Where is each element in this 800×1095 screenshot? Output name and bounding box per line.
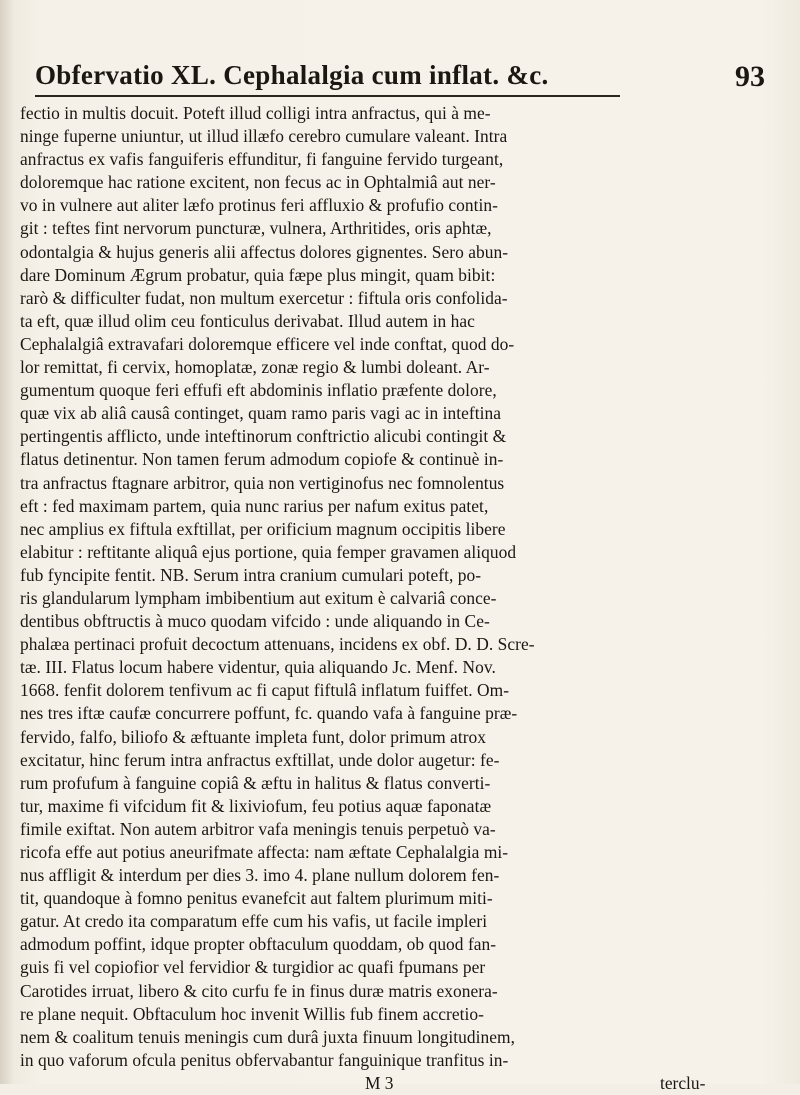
text-line: doloremque hac ratione excitent, non fecus ac in Ophtalmiâ aut ner- (20, 172, 496, 193)
text-line: dare Dominum Ægrum probatur, quia fæpe plus mingit, quam bibit: (20, 264, 496, 285)
catchword: terclu- (660, 1072, 706, 1093)
text-line: gatur. At credo ita comparatum effe cum his vafis, ut facile impleri (20, 911, 488, 932)
page-header (35, 60, 765, 100)
text-line: gumentum quoque feri effufi eft abdominis inflatio præfente dolore, (20, 380, 497, 401)
text-line: phalæa pertinaci profuit decoctum attenuans, incidens ex obf. D. D. Scre- (20, 634, 535, 655)
text-line: in quo vaforum ofcula penitus obfervabantur fanguinique tranfitus in- (20, 1049, 509, 1070)
text-line: nes tres iftæ caufæ concurrere poffunt, fc. quando vafa à fanguine præ- (20, 703, 518, 724)
text-line: admodum poffint, idque propter obftaculum quoddam, ob quod fan- (20, 934, 497, 955)
text-line: anfractus ex vafis fanguiferis effunditur, fi fanguine fervido turgeant, (20, 149, 504, 170)
body-text (20, 102, 780, 1095)
text-line: fub fyncipite fentit. NB. Serum intra cranium cumulari poteft, po- (20, 564, 482, 585)
text-line: fectio in multis docuit. Poteft illud colligi intra anfractus, qui à me- (20, 103, 491, 123)
text-line: tur, maxime fi vifcidum fit & lixiviofum, feu potius aquæ faponatæ (20, 795, 492, 816)
text-line: re plane nequit. Obftaculum hoc invenit Willis fub finem accretio- (20, 1003, 484, 1024)
running-head: Obfervatio XL. Cephalalgia cum inflat. &c. (35, 60, 549, 90)
text-line: rum profufum à fanguine copiâ & æftu in halitus & flatus converti- (20, 772, 491, 793)
header-rule (35, 95, 620, 97)
text-line: Cephalalgiâ extravafari doloremque efficere vel inde conftat, quod do- (20, 333, 515, 354)
text-line: quæ vix ab aliâ causâ continget, quam ramo paris vagi ac in inteftina (20, 403, 502, 424)
text-line: fervido, falfo, biliofo & æftuante impleta funt, dolor primum atrox (20, 726, 487, 747)
text-line: nus affligit & interdum per dies 3. imo 4. plane nullum dolorem fen- (20, 865, 500, 886)
text-line: flatus detinentur. Non tamen ferum admodum copiofe & continuè in- (20, 449, 504, 470)
text-line: 1668. fenfit dolorem tenfivum ac fi caput fiftulâ inflatum fuiffet. Om- (20, 680, 510, 701)
text-line: nec amplius ex fiftula exftillat, per orificium magnum occipitis libere (20, 518, 506, 539)
text-line: lor remittat, fi cervix, homoplatæ, zonæ regio & lumbi doleant. Ar- (20, 357, 490, 378)
page-gutter-shadow (0, 0, 14, 1084)
text-line: ta eft, quæ illud olim ceu fonticulus derivabat. Illud autem in hac (20, 310, 475, 331)
text-line: ricofa effe aut potius aneurifmate affecta: nam æftate Cephalalgia mi- (20, 842, 509, 862)
text-line: tit, quandoque à fomno penitus evanefcit aut faltem plurimum miti- (20, 888, 493, 909)
text-line: vo in vulnere aut aliter læfo protinus feri affluxio & profufio contin- (20, 195, 498, 216)
text-line: ninge fuperne uniuntur, ut illud illæfo cerebro cumulare valeant. Intra (20, 126, 508, 147)
text-line: elabitur : reftitante aliquâ ejus portione, quia femper gravamen aliquod (20, 541, 517, 562)
text-line: git : teftes fint nervorum puncturæ, vulnera, Arthritides, oris aphtæ, (20, 218, 492, 239)
text-line: guis fi vel copiofior vel fervidior & turgidior ac quafi fpumans per (20, 957, 486, 978)
page-number: 93 (735, 60, 765, 93)
text-line: nem & coalitum tenuis meningis cum durâ juxta finuum longitudinem, (20, 1026, 515, 1047)
text-line: dentibus obftructis à muco quodam vifcido : unde aliquando in Ce- (20, 611, 490, 632)
text-line: Carotides irruat, libero & cito curfu fe in finus duræ matris exonera- (20, 980, 498, 1001)
text-line: tæ. III. Flatus locum habere videntur, quia aliquando Jc. Menf. Nov. (20, 657, 496, 678)
text-line: tra anfractus ftagnare arbitror, quia non vertiginofus nec fomnolentus (20, 472, 505, 493)
text-line: fimile exiftat. Non autem arbitror vafa meningis tenuis perpetuò va- (20, 818, 496, 839)
signature-mark: M 3 (365, 1072, 394, 1093)
text-line: eft : fed maximam partem, quia nunc rarius per nafum exitus patet, (20, 495, 489, 516)
text-line: pertingentis afflicto, unde inteftinorum conftrictio alicubi contingit & (20, 426, 507, 447)
text-line: odontalgia & hujus generis alii affectus dolores gignentes. Sero abun- (20, 241, 509, 262)
text-line: ris glandularum lympham imbibentium aut exitum è calvariâ conce- (20, 587, 497, 608)
page-footer (20, 1072, 780, 1095)
text-line: excitatur, hinc ferum intra anfractus exftillat, unde dolor augetur: fe- (20, 749, 500, 770)
text-line: rarò & difficulter fudat, non multum exercetur : fiftula oris confolida- (20, 287, 508, 308)
